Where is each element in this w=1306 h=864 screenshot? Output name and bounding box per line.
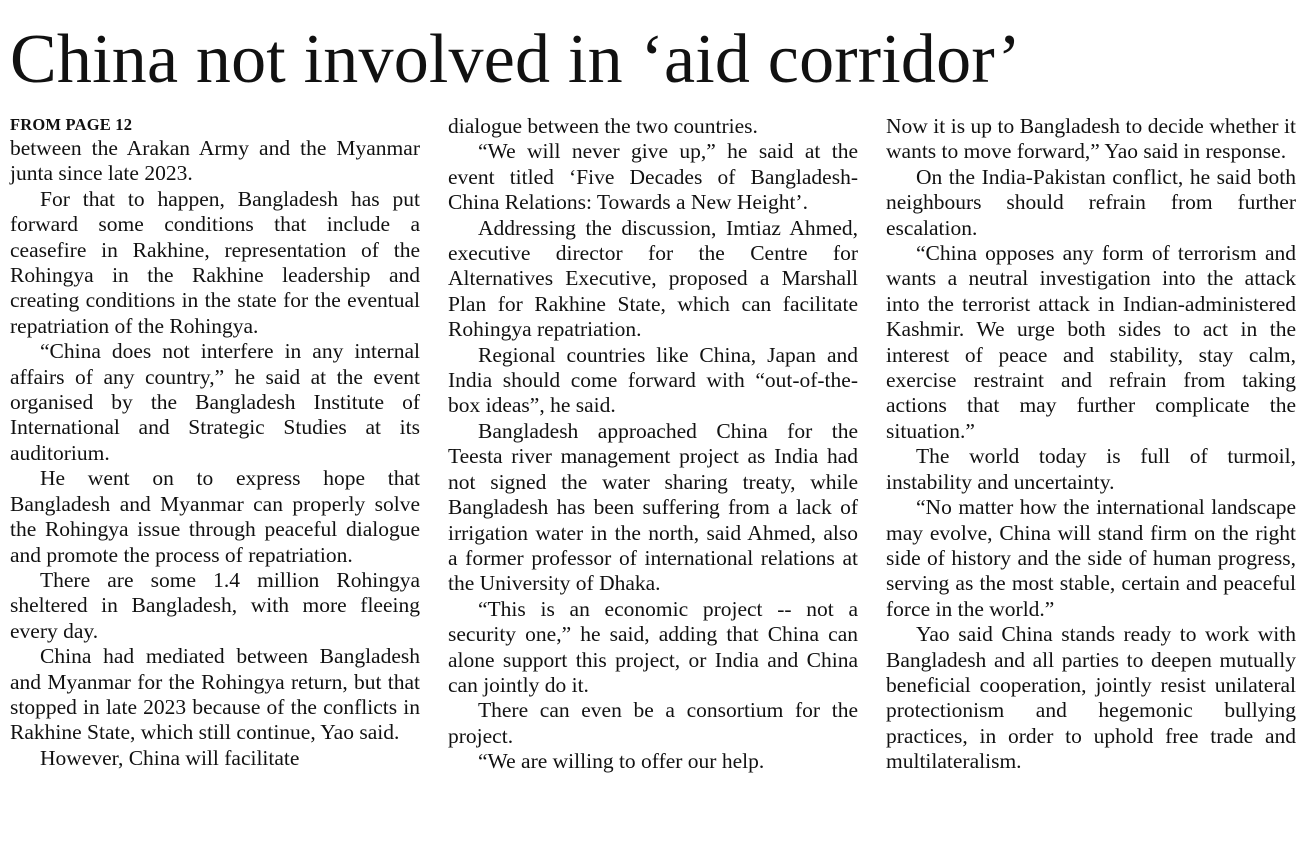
article-column-2 <box>448 114 858 775</box>
headline: China not involved in ‘aid corridor’ <box>10 21 1021 98</box>
article-column-1 <box>10 114 420 771</box>
paragraph: Yao said China stands ready to work with Bangladesh and all parties to deepen mutually beneficial cooperation, jointly resist unilateral protectionism and hegemonic bullying practices, in order to uphold free trade and multilateralism. <box>886 622 1296 774</box>
paragraph: dialogue between the two countries. <box>448 114 758 138</box>
paragraph: He went on to express hope that Bangladesh and Myanmar can properly solve the Rohingya issue through peaceful dialogue and promote the process of repatriation. <box>10 466 420 567</box>
paragraph: There can even be a consortium for the project. <box>448 698 858 748</box>
paragraph: “No matter how the international landscape may evolve, China will stand firm on the right side of history and the side of human progress, serving as the most stable, certain and peaceful force in the world.” <box>886 495 1296 621</box>
paragraph: “We will never give up,” he said at the event titled ‘Five Decades of Bangladesh-China Relations: Towards a New Height’. <box>448 139 858 215</box>
paragraph: Regional countries like China, Japan and India should come forward with “out-of-the-box ideas”, he said. <box>448 342 858 418</box>
paragraph: “China opposes any form of terrorism and wants a neutral investigation into the attack into the terrorist attack in Indian-administered Kashmir. We urge both sides to act in the interest of peace and stability, stay calm, exercise restraint and refrain from taking actions that may further complicate the situation.” <box>886 241 1296 443</box>
paragraph: “China does not interfere in any internal affairs of any country,” he said at the event organised by the Bangladesh Institute of International and Strategic Studies at its auditorium. <box>10 339 420 465</box>
paragraph: “This is an economic project -- not a security one,” he said, adding that China can alone support this project, or India and China can jointly do it. <box>448 596 858 697</box>
paragraph: There are some 1.4 million Rohingya sheltered in Bangladesh, with more fleeing every day. <box>10 567 420 643</box>
paragraph: “We are willing to offer our help. <box>478 749 765 774</box>
paragraph: China had mediated between Bangladesh and Myanmar for the Rohingya return, but that stopped in late 2023 because of the conflicts in Rakhine State, which still continue, Yao said. <box>10 644 420 745</box>
paragraph: Now it is up to Bangladesh to decide whether it wants to move forward,” Yao said in response. <box>886 114 1296 164</box>
article-column-3 <box>886 114 1296 775</box>
paragraph: The world today is full of turmoil, instability and uncertainty. <box>886 444 1296 494</box>
paragraph: For that to happen, Bangladesh has put forward some conditions that include a ceasefire in Rakhine, representation of the Rohingya in the Rakhine leadership and creating conditions in the state for the eventual repatriation of the Rohingya. <box>10 186 420 338</box>
paragraph: between the Arakan Army and the Myanmar junta since late 2023. <box>10 136 420 186</box>
paragraph: Bangladesh approached China for the Teesta river management project as India had not signed the water sharing treaty, while Bangladesh has been suffering from a lack of irrigation water in the north, said Ahmed, also a former professor of international relations at the University of Dhaka. <box>448 418 858 596</box>
continuation-kicker: FROM PAGE 12 <box>10 115 133 134</box>
paragraph: On the India-Pakistan conflict, he said both neighbours should refrain from further escalation. <box>886 164 1296 240</box>
paragraph: Addressing the discussion, Imtiaz Ahmed, executive director for the Centre for Alternatives Executive, proposed a Marshall Plan for Rakhine State, which can facilitate Rohingya repatriation. <box>448 215 858 342</box>
paragraph: However, China will facilitate <box>40 745 300 770</box>
